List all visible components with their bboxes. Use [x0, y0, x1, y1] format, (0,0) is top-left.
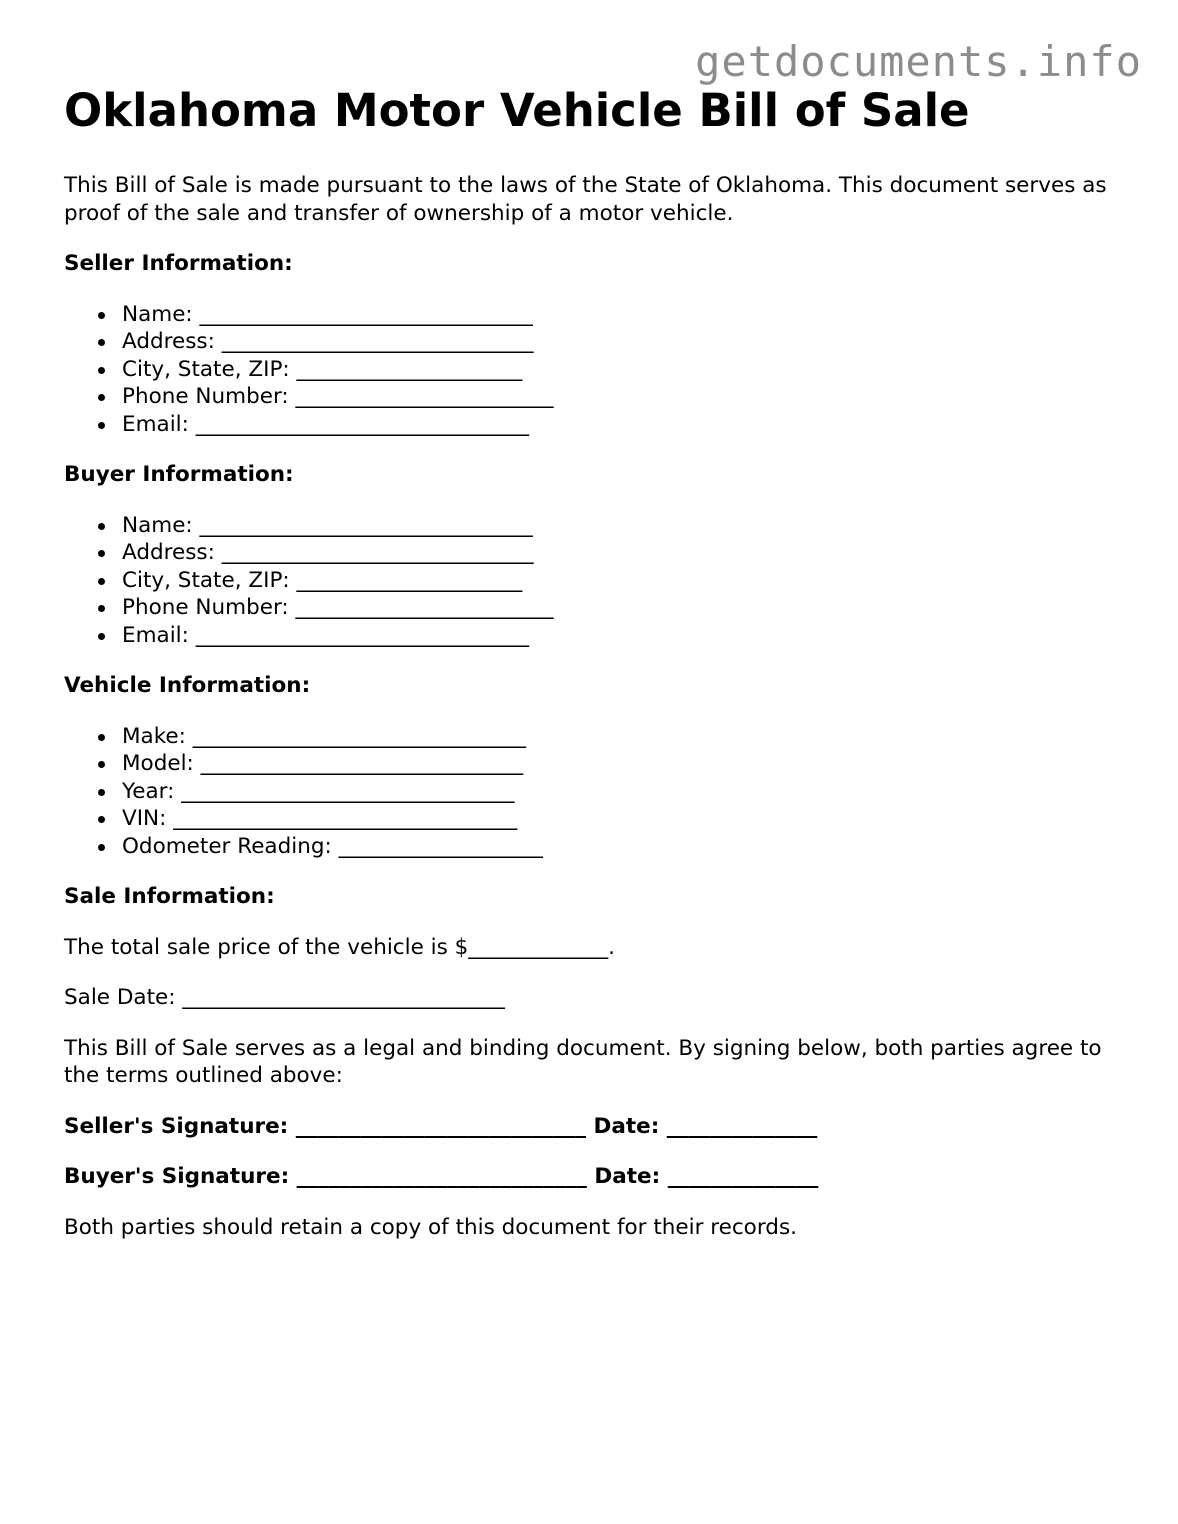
vehicle-fields-list	[64, 723, 1114, 861]
seller-city-state-zip-field: City, State, ZIP: _____________________	[122, 356, 1114, 384]
vehicle-odometer-field: Odometer Reading: ___________________	[122, 833, 1114, 861]
buyer-address-field: Address: _____________________________	[122, 539, 1114, 567]
seller-fields-list	[64, 301, 1114, 439]
sale-price-line: The total sale price of the vehicle is $_____________.	[64, 934, 615, 960]
sale-date-line: Sale Date: ______________________________	[64, 985, 505, 1010]
buyer-phone-field: Phone Number: ________________________	[122, 594, 1114, 622]
seller-name-field: Name: _______________________________	[122, 301, 1114, 329]
watermark: getdocuments.info	[695, 37, 1142, 86]
vehicle-model-field: Model: ______________________________	[122, 750, 1114, 778]
buyer-name-field: Name: _______________________________	[122, 512, 1114, 540]
intro-paragraph: This Bill of Sale is made pursuant to the laws of the State of Oklahoma. This document serves as proof of the sale and transfer of ownership of a motor vehicle.	[64, 173, 1107, 226]
document-page	[64, 80, 1114, 1264]
buyer-fields-list	[64, 512, 1114, 650]
seller-signature-line: Seller's Signature: ___________________________ Date: ______________	[64, 1113, 818, 1139]
seller-section-heading: Seller Information:	[64, 251, 293, 276]
vehicle-make-field: Make: _______________________________	[122, 723, 1114, 751]
sale-section-heading: Sale Information:	[64, 884, 275, 909]
vehicle-year-field: Year: _______________________________	[122, 778, 1114, 806]
document-title: Oklahoma Motor Vehicle Bill of Sale	[64, 84, 970, 137]
vehicle-vin-field: VIN: ________________________________	[122, 805, 1114, 833]
vehicle-section-heading: Vehicle Information:	[64, 673, 311, 698]
closing-statement: Both parties should retain a copy of this document for their records.	[64, 1214, 797, 1240]
seller-phone-field: Phone Number: ________________________	[122, 383, 1114, 411]
buyer-email-field: Email: _______________________________	[122, 622, 1114, 650]
seller-address-field: Address: _____________________________	[122, 328, 1114, 356]
binding-statement: This Bill of Sale serves as a legal and binding document. By signing below, both parties agree to the terms outlined above:	[64, 1035, 1102, 1088]
buyer-city-state-zip-field: City, State, ZIP: _____________________	[122, 567, 1114, 595]
buyer-signature-line: Buyer's Signature: ___________________________ Date: ______________	[64, 1164, 819, 1189]
buyer-section-heading: Buyer Information:	[64, 462, 294, 487]
seller-email-field: Email: _______________________________	[122, 411, 1114, 439]
